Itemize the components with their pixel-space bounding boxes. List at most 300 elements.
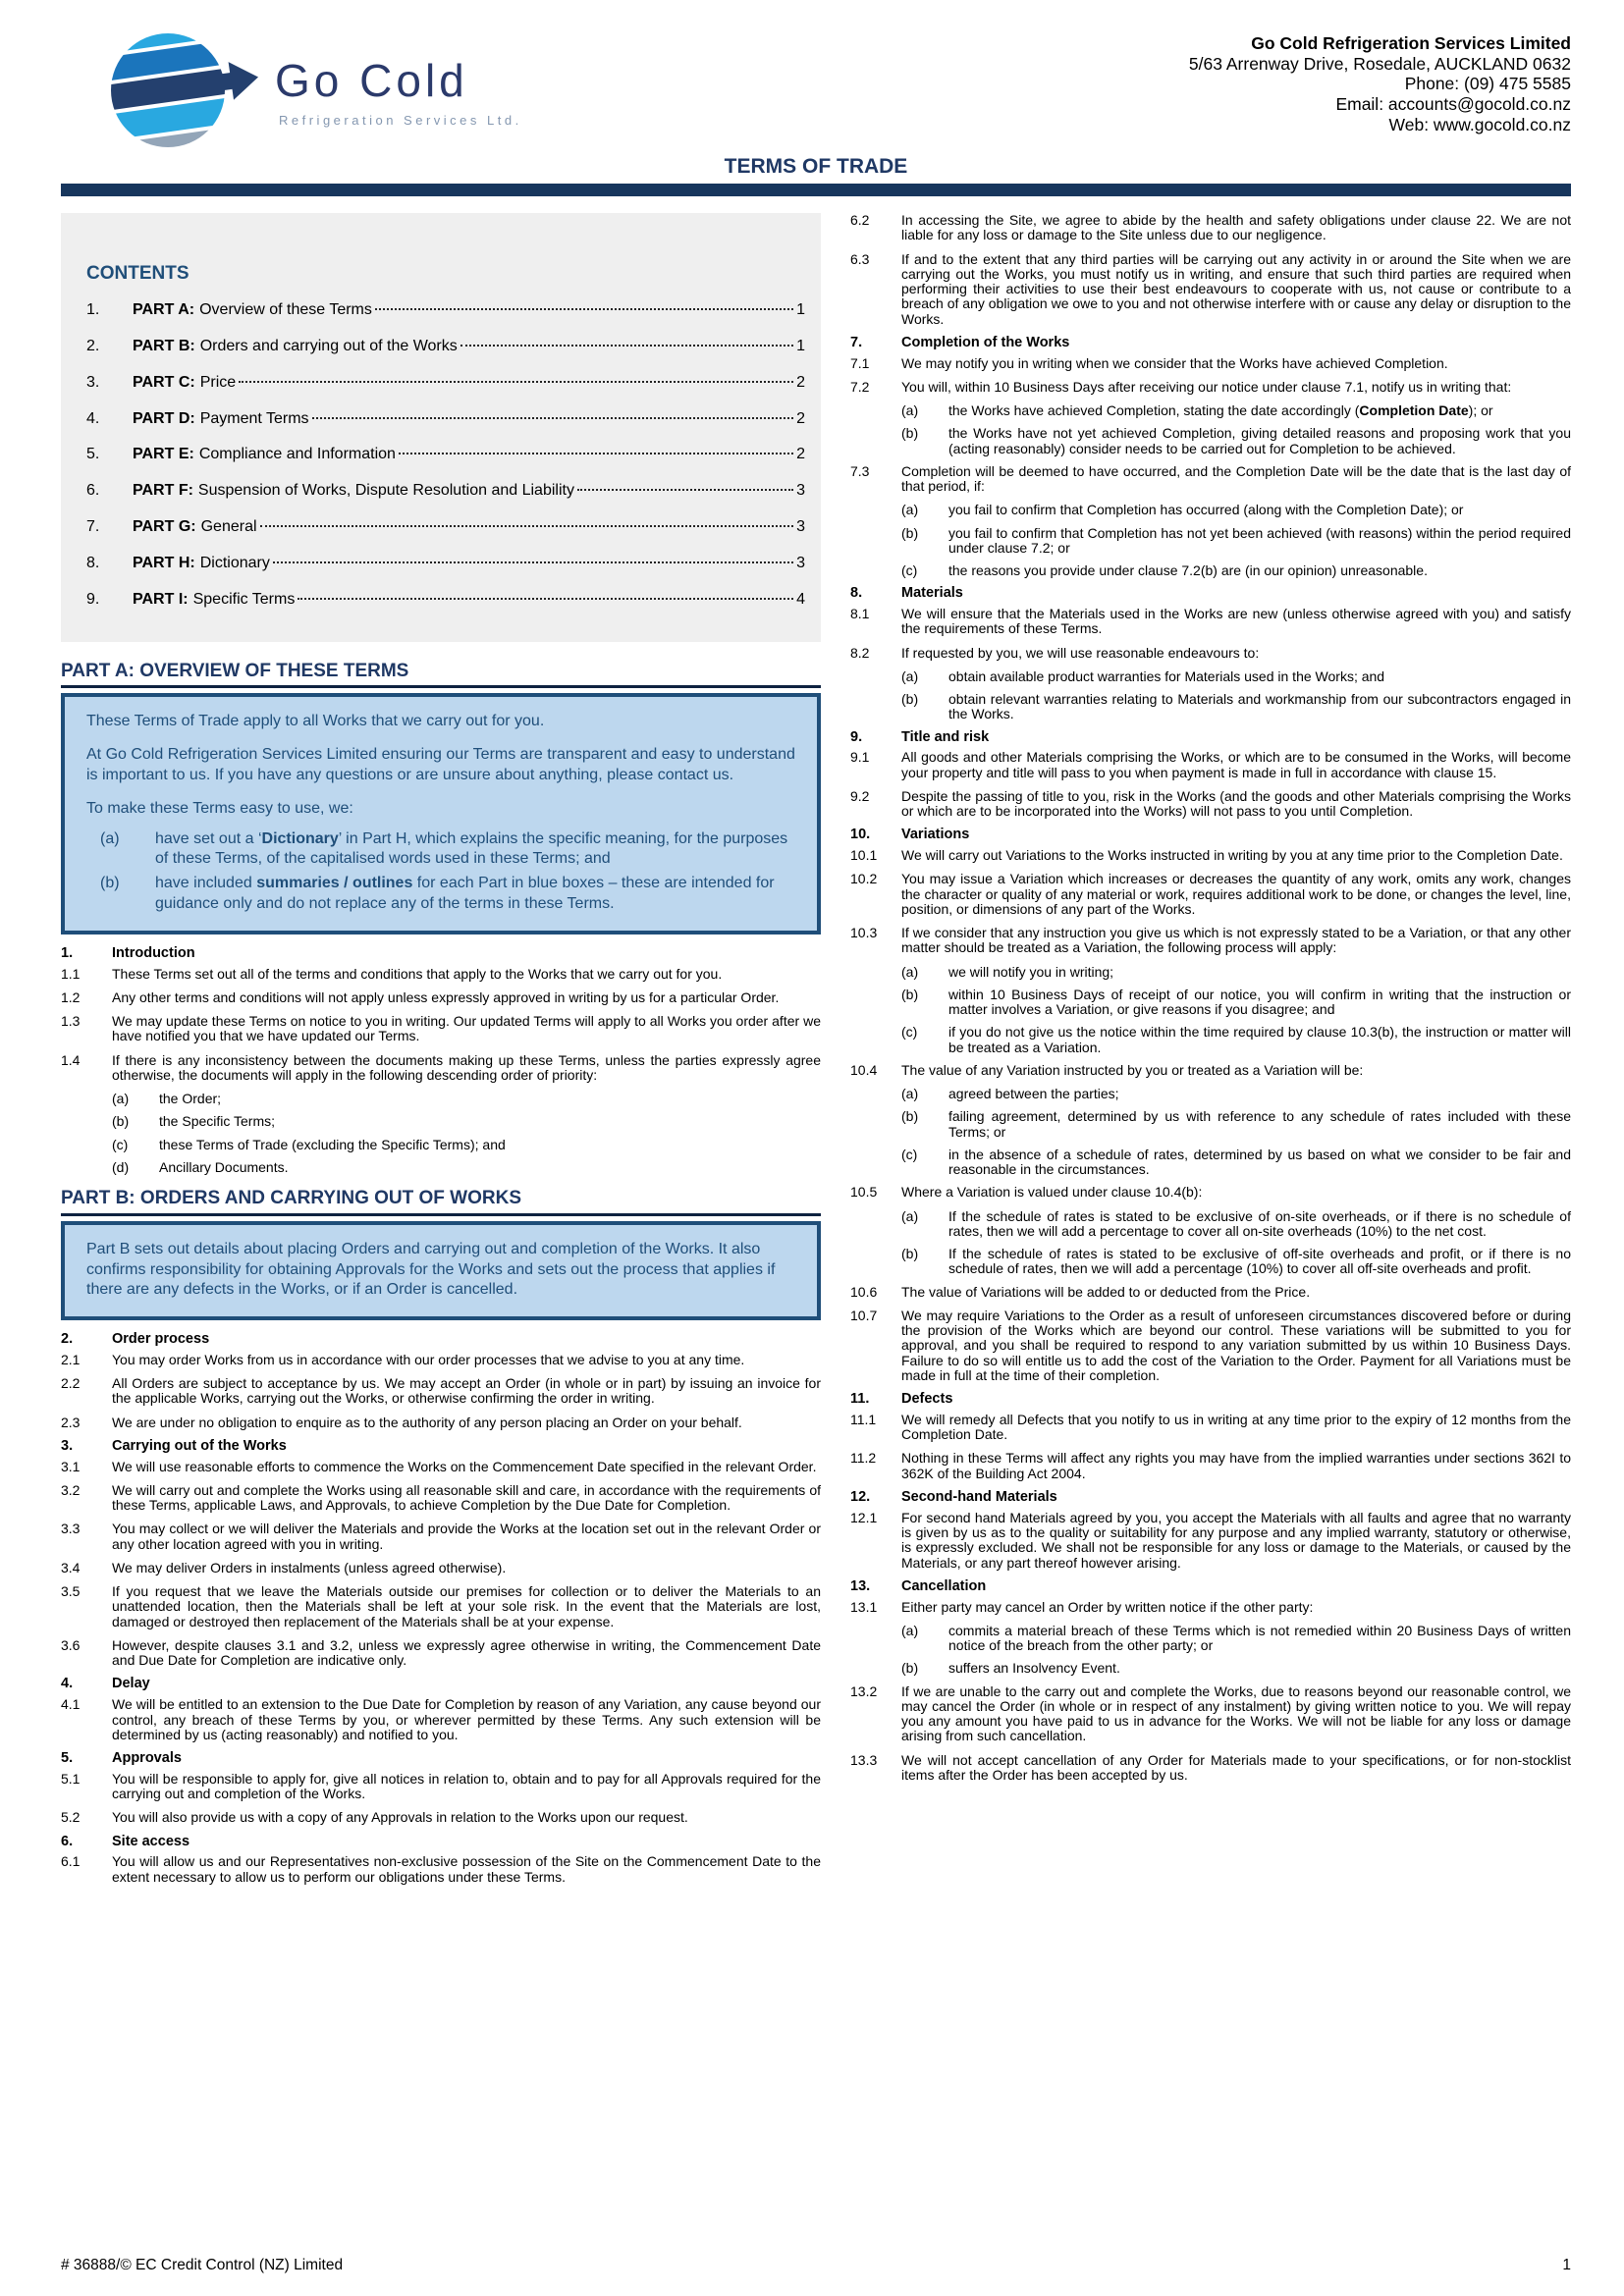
section-title: Introduction <box>112 944 195 961</box>
clause-text: Either party may cancel an Order by written notice if the other party: <box>901 1598 1314 1615</box>
company-email: Email: accounts@gocold.co.nz <box>1335 93 1571 114</box>
subclause-label: (a) <box>901 1207 919 1224</box>
clause-text: In accessing the Site, we agree to abide by the health and safety obligations under clause 22. We are not liable for any loss or damage to the Site unless due to our negligence. <box>901 212 1571 243</box>
company-web: Web: www.gocold.co.nz <box>1388 114 1571 134</box>
summary-list-item <box>86 874 795 915</box>
section-heading <box>61 1677 821 1692</box>
toc-title-text: Overview of these Terms <box>199 300 372 318</box>
clause-text: You may order Works from us in accordance with our order processes that we advise to you at any time. <box>112 1351 745 1367</box>
clause-number: 2.3 <box>61 1414 81 1430</box>
toc-title-text: Suspension of Works, Dispute Resolution and Liability <box>197 482 574 500</box>
subclause-text: obtain relevant warranties relating to Materials and workmanship from our subcontractors engaged in the Works. <box>948 691 1571 722</box>
clause-number: 9.2 <box>850 787 870 804</box>
footer <box>61 2249 1571 2274</box>
clause <box>61 1353 821 1367</box>
logo-tagline: Refrigeration Services Ltd. <box>279 112 522 128</box>
clause-number: 10.1 <box>850 847 878 864</box>
clause-text: Despite the passing of title to you, risk in the Works (and the goods and other Materials comprising the Works or which are to be incorporated into the Works) will not pass to you until Completion. <box>901 787 1571 820</box>
clause-text: We will not accept cancellation of any Order for Materials made to your specifications, or for non-stocklist items after the Order has been accepted by us. <box>901 1751 1571 1783</box>
subclause-label: (a) <box>901 1622 919 1638</box>
subclause-label: (b) <box>901 691 919 708</box>
subclause-text: the Works have not yet achieved Completion, giving detailed reasons and proposing work that you (acting reasonably) consider needs to be carried out for Completion to be achieved. <box>948 425 1571 456</box>
subclause-text: the Specific Terms; <box>159 1113 276 1130</box>
toc-dot-leader <box>577 489 793 491</box>
clause <box>61 1483 821 1514</box>
clause-text: If we are unable to the carry out and complete the Works, due to reasons beyond our reasonable control, we may cancel the Order (in whole or in respect of any instalment) by giving written notice to you. We will repay you any amount you have paid to us in advance for the Works. We will not be liable for any loss or damage arising from such cancellation. <box>901 1682 1571 1744</box>
clause-text: We may update these Terms on notice to you in writing. Our updated Terms will apply to all Works you order after we have notified you that we have updated our Terms. <box>112 1013 821 1044</box>
toc-row <box>86 555 805 571</box>
clause-number: 10.5 <box>850 1184 878 1201</box>
subclause <box>112 1138 821 1152</box>
clause-number: 1.2 <box>61 988 81 1005</box>
toc-row <box>86 518 805 535</box>
clause-text: If requested by you, we will use reasonable endeavours to: <box>901 644 1260 661</box>
section-title: Delay <box>112 1676 150 1692</box>
toc-part-label: PART E: <box>133 446 194 463</box>
summary-list-item <box>86 829 795 871</box>
clause <box>61 1522 821 1552</box>
clause <box>61 1584 821 1629</box>
clause-number: 5.2 <box>61 1809 81 1826</box>
toc-part-label: PART H: <box>133 555 195 572</box>
clause <box>61 1697 821 1742</box>
clause <box>850 1413 1571 1443</box>
summary-item-label: (b) <box>100 875 120 892</box>
clause-number: 6.2 <box>850 212 870 228</box>
subclause-text: If the schedule of rates is stated to be exclusive of on-site overheads, or if there is no schedule of rates, then we will add a percentage to cover all on-site overheads (10%) to the net cost. <box>948 1207 1571 1239</box>
clause-number: 1.3 <box>61 1013 81 1030</box>
subclause-text: in the absence of a schedule of rates, determined by us based on what we consider to be fair and reasonable in the circumstances. <box>948 1146 1571 1178</box>
subclause <box>901 1087 1571 1101</box>
section-title: Title and risk <box>901 728 990 745</box>
clause-number: 10.4 <box>850 1061 878 1078</box>
clause <box>61 1053 821 1084</box>
subclause-label: (c) <box>901 1024 918 1041</box>
document-title: TERMS OF TRADE <box>724 155 908 178</box>
clause-text: The value of any Variation instructed by you or treated as a Variation will be: <box>901 1061 1364 1078</box>
clause-number: 13.2 <box>850 1682 878 1699</box>
subclause-label: (b) <box>901 524 919 541</box>
clause-number: 13.3 <box>850 1751 878 1768</box>
subclause-text: the Order; <box>159 1091 222 1107</box>
section-title: Completion of the Works <box>901 334 1070 350</box>
footer-reference: # 36888/© EC Credit Control (NZ) Limited <box>61 2257 344 2273</box>
section-number: 10. <box>850 827 871 843</box>
toc-title-text: Price <box>199 373 237 391</box>
clause-number: 8.1 <box>850 606 870 622</box>
clause-number: 10.3 <box>850 925 878 941</box>
section-title: Order process <box>112 1331 210 1348</box>
clause <box>850 1600 1571 1615</box>
section-number: 13. <box>850 1577 871 1594</box>
section-heading <box>850 828 1571 843</box>
toc-number: 4. <box>86 409 100 427</box>
subclause-label: (b) <box>901 1108 919 1125</box>
clause-number: 5.1 <box>61 1770 81 1787</box>
subclause-text: you fail to confirm that Completion has occurred (along with the Completion Date); or <box>948 502 1464 518</box>
subclause-label: (a) <box>901 963 919 980</box>
subclause-text: suffers an Insolvency Event. <box>948 1660 1120 1677</box>
toc-part-label: PART I: <box>133 591 189 609</box>
clause <box>850 1684 1571 1744</box>
section-heading <box>850 586 1571 602</box>
subclause <box>901 563 1571 578</box>
toc-page-number: 2 <box>796 446 805 463</box>
globe-arrow-icon <box>84 29 261 151</box>
toc-number: 2. <box>86 337 100 354</box>
toc-page-number: 3 <box>796 482 805 500</box>
summary-box <box>61 693 821 934</box>
toc-page-number: 1 <box>796 300 805 318</box>
part-heading: PART A: OVERVIEW OF THESE TERMS <box>61 662 821 689</box>
subclause-text: the Works have achieved Completion, stating the date accordingly (Completion Date); or <box>948 402 1493 419</box>
toc-page-number: 3 <box>796 518 805 536</box>
clause <box>61 1810 821 1825</box>
summary-item-text: have included summaries / outlines for each Part in blue boxes – these are intended for guidance only and do not replace any of the terms in these Terms. <box>155 875 775 912</box>
summary-paragraph: Part B sets out details about placing Orders and carrying out and completion of the Works. It also confirms responsibility for obtaining Approvals for the Works and sets out the process that applies if there are any defects in the Works, or if an Order is cancelled. <box>86 1240 776 1299</box>
two-column-body <box>61 213 1571 2249</box>
toc-title-text: Orders and carrying out of the Works <box>199 337 458 354</box>
subclause <box>901 1247 1571 1277</box>
clause-text: We may notify you in writing when we consider that the Works have achieved Completion. <box>901 354 1448 371</box>
section-title: Materials <box>901 585 963 602</box>
clause-number: 11.2 <box>850 1450 877 1467</box>
clause-text: We will remedy all Defects that you notify to us in writing at any time prior to the expiry of 12 months from the Completion Date. <box>901 1411 1571 1443</box>
summary-item-text: have set out a ‘Dictionary’ in Part H, which explains the specific meaning, for the purposes of these Terms, of the capitalised words used in these Terms; and <box>155 829 788 868</box>
toc-number: 5. <box>86 446 100 463</box>
clause <box>850 356 1571 371</box>
subclause <box>901 965 1571 980</box>
clause-text: You will be responsible to apply for, give all notices in relation to, obtain and to pay for all Approvals required for the carrying out and completion of the Works. <box>112 1770 821 1802</box>
section-heading <box>850 336 1571 351</box>
clause-text: If there is any inconsistency between the documents making up these Terms, unless the parties expressly agree otherwise, the documents will apply in the following descending order of priority: <box>112 1051 821 1083</box>
logo-brand: Go Cold <box>275 54 468 106</box>
company-name: Go Cold Refrigeration Services Limited <box>1251 33 1571 53</box>
clause-text: All goods and other Materials comprising the Works, or which are to be consumed in the Works, will become your property and title will pass to you when payment is made in full in accordance with clause 15. <box>901 749 1571 780</box>
clause-number: 12.1 <box>850 1509 878 1525</box>
clause <box>850 750 1571 780</box>
summary-item-label: (a) <box>100 829 120 847</box>
subclause-label: (b) <box>112 1113 130 1130</box>
toc-page-number: 2 <box>796 409 805 427</box>
clause <box>850 1451 1571 1481</box>
subclause <box>901 526 1571 557</box>
company-phone: Phone: (09) 475 5585 <box>1404 74 1571 94</box>
subclause <box>112 1114 821 1129</box>
subclause-text: we will notify you in writing; <box>948 963 1114 980</box>
toc-title-text: Payment Terms <box>199 409 309 427</box>
clause <box>850 1753 1571 1784</box>
clause-number: 1.1 <box>61 965 81 982</box>
subclause <box>901 692 1571 722</box>
subclause-label: (d) <box>112 1158 130 1175</box>
subclause <box>901 1209 1571 1240</box>
page-number: 1 <box>1562 2257 1571 2273</box>
toc-dot-leader <box>312 417 794 419</box>
clause-text: For second hand Materials agreed by you, you accept the Materials with all faults and agree that no warranty is given by us as to the quality or suitability for any purpose and any implied warranty, statutory or otherwise, is expressly excluded. We shall not be responsible for any loss or damage to the Materials, or caused by the Materials, or any part thereof however arising. <box>901 1509 1571 1571</box>
part-heading: PART B: ORDERS AND CARRYING OUT OF WORKS <box>61 1189 821 1216</box>
clause-number: 8.2 <box>850 644 870 661</box>
clause-text: You may collect or we will deliver the Materials and provide the Works at the location set out in the relevant Order or any other location agreed with you in writing. <box>112 1521 821 1552</box>
clause-text: Nothing in these Terms will affect any rights you may have from the implied warranties under sections 362I to 362K of the Building Act 2004. <box>901 1450 1571 1481</box>
subclause-text: If the schedule of rates is stated to be exclusive of off-site overheads and profit, or if there is no schedule of rates, then we will add a percentage (10%) to cover all off-site overheads and profit. <box>948 1246 1571 1277</box>
section-heading <box>850 1392 1571 1408</box>
section-title: Defects <box>901 1391 953 1408</box>
clause-text: However, despite clauses 3.1 and 3.2, unless we expressly agree otherwise in writing, the Commencement Date and Due Date for Completion are indicative only. <box>112 1636 821 1669</box>
toc-row <box>86 301 805 318</box>
clause-text: You will also provide us with a copy of any Approvals in relation to the Works upon our request. <box>112 1809 688 1826</box>
toc-part-label: PART D: <box>133 409 195 427</box>
section-heading <box>61 1332 821 1348</box>
section-number: 11. <box>850 1391 870 1408</box>
section-number: 6. <box>61 1833 74 1849</box>
toc-number: 7. <box>86 518 100 536</box>
clause-text: Any other terms and conditions will not apply unless expressly approved in writing by us for a particular Order. <box>112 988 780 1005</box>
left-column <box>61 213 821 1894</box>
toc-number: 8. <box>86 555 100 572</box>
subclause <box>901 1624 1571 1654</box>
summary-paragraph: At Go Cold Refrigeration Services Limited ensuring our Terms are transparent and easy to understand is important to us. If you have any questions or are unsure about anything, please contact us. <box>86 746 795 783</box>
toc-number: 6. <box>86 482 100 500</box>
clause-text: We may deliver Orders in instalments (unless agreed otherwise). <box>112 1559 507 1575</box>
clause-text: You will, within 10 Business Days after receiving our notice under clause 7.1, notify us in writing that: <box>901 378 1512 395</box>
clause-number: 3.2 <box>61 1481 81 1498</box>
clause <box>850 380 1571 395</box>
subclause-text: failing agreement, determined by us with reference to any schedule of rates included with these Terms; or <box>948 1108 1571 1140</box>
subclause <box>112 1092 821 1106</box>
section-number: 3. <box>61 1437 74 1454</box>
subclause-label: (c) <box>112 1136 129 1152</box>
clause <box>850 872 1571 917</box>
toc-page-number: 2 <box>796 373 805 391</box>
toc-number: 1. <box>86 300 100 318</box>
clause-number: 10.2 <box>850 871 878 887</box>
clause-number: 2.2 <box>61 1375 81 1392</box>
toc-title-text: General <box>200 518 257 536</box>
subclause-text: these Terms of Trade (excluding the Specific Terms); and <box>159 1136 506 1152</box>
clause-text: We are under no obligation to enquire as to the authority of any person placing an Order on your behalf. <box>112 1414 742 1430</box>
subclause-text: within 10 Business Days of receipt of our notice, you will confirm in writing that the instruction or matter involves a Variation, or give reasons if you disagree; and <box>948 986 1571 1018</box>
toc-title-text: Dictionary <box>199 555 270 572</box>
section-heading <box>61 1751 821 1767</box>
subclause <box>901 426 1571 456</box>
clause <box>850 1063 1571 1078</box>
clause <box>61 1854 821 1885</box>
clause-number: 1.4 <box>61 1051 81 1068</box>
subclause-label: (b) <box>901 1246 919 1262</box>
toc-dot-leader <box>273 561 793 563</box>
toc-dot-leader <box>460 345 793 347</box>
clause-number: 10.6 <box>850 1283 878 1300</box>
contents-box <box>61 213 821 642</box>
clause-number: 7.1 <box>850 354 870 371</box>
subclause-text: obtain available product warranties for Materials used in the Works; and <box>948 667 1385 684</box>
clause-text: We will use reasonable efforts to commence the Works on the Commencement Date specified in the relevant Order. <box>112 1458 817 1474</box>
section-title: Cancellation <box>901 1577 987 1594</box>
subclause <box>901 1025 1571 1055</box>
clause-number: 7.3 <box>850 462 870 479</box>
clause-text: We will be entitled to an extension to the Due Date for Completion by reason of any Variation, any cause beyond our control, any breach of these Terms by you, or wherever permitted by these Terms. Any such extension will be determined by us (acting reasonably) and notified to you. <box>112 1696 821 1742</box>
section-number: 2. <box>61 1331 74 1348</box>
toc-row <box>86 446 805 462</box>
company-logo <box>61 29 522 151</box>
clause-number: 9.1 <box>850 749 870 766</box>
toc-number: 3. <box>86 373 100 391</box>
subclause <box>112 1160 821 1175</box>
summary-paragraph: To make these Terms easy to use, we: <box>86 799 353 817</box>
clause <box>61 990 821 1005</box>
subclause-label: (b) <box>901 1660 919 1677</box>
section-heading <box>850 1490 1571 1506</box>
section-number: 7. <box>850 334 863 350</box>
toc-dot-leader <box>260 525 794 527</box>
clause-number: 3.1 <box>61 1458 81 1474</box>
clause <box>850 607 1571 637</box>
section-number: 9. <box>850 728 863 745</box>
clause-number: 3.3 <box>61 1521 81 1537</box>
clause-text: We may require Variations to the Order as a result of unforeseen circumstances discovered before or during the provision of the Works which are beyond our control. These variations will be submitted to you for approval, and you shall be required to respond to any variation submitted by us within 10 Business Days. Failure to do so will entitle us to add the cost of the Variation to the Order. Payment for all Variations must be made in full at the time of their completion. <box>901 1307 1571 1383</box>
clause-text: If you request that we leave the Materials outside our premises for collection or to deliver the Materials to an unattended location, then the Materials shall be left at your sole risk. In the event that the Materials are lost, damaged or destroyed then replacement of the Materials shall be at your expense. <box>112 1583 821 1629</box>
toc-page-number: 4 <box>796 591 805 609</box>
toc-part-label: PART B: <box>133 337 195 354</box>
clause-text: The value of Variations will be added to or deducted from the Price. <box>901 1283 1311 1300</box>
toc-row <box>86 591 805 608</box>
subclause <box>901 503 1571 517</box>
clause-text: These Terms set out all of the terms and conditions that apply to the Works that we carry out for you. <box>112 965 723 982</box>
clause-text: If and to the extent that any third parties will be carrying out any activity in or around the Site when we are carrying out the Works, you must notify us in writing, and ensure that such third parties are required when performing their activities to use their best endeavours to cooperate with us, not cause or contribute to a breach of any obligation we owe to you and not otherwise interfere with or cause any delay or disruption to the Works. <box>901 250 1571 327</box>
subclause <box>901 403 1571 418</box>
section-heading <box>61 1835 821 1850</box>
clause <box>61 1376 821 1407</box>
toc-row <box>86 410 805 427</box>
toc-dot-leader <box>399 453 793 454</box>
toc-page-number: 3 <box>796 555 805 572</box>
clause <box>850 1285 1571 1300</box>
subclause-label: (a) <box>112 1091 130 1107</box>
clause-number: 6.3 <box>850 250 870 267</box>
clause-number: 3.6 <box>61 1636 81 1653</box>
clause-number: 3.5 <box>61 1583 81 1600</box>
section-heading <box>850 730 1571 746</box>
section-heading <box>61 946 821 962</box>
subclause <box>901 669 1571 684</box>
clause-number: 2.1 <box>61 1351 81 1367</box>
subclause-label: (a) <box>901 1086 919 1102</box>
clause-text: We will carry out Variations to the Works instructed in writing by you at any time prior to the Completion Date. <box>901 847 1563 864</box>
title-divider-bar <box>61 184 1571 196</box>
subclause-text: commits a material breach of these Terms which is not remedied within 20 Business Days of written notice of the breach from the other party; or <box>948 1622 1571 1654</box>
subclause-label: (b) <box>901 986 919 1002</box>
toc-page-number: 1 <box>796 337 805 354</box>
subclause-label: (c) <box>901 1146 918 1162</box>
toc-title-text: Specific Terms <box>192 591 296 609</box>
toc-number: 9. <box>86 591 100 609</box>
clause-text: You will allow us and our Representatives non-exclusive possession of the Site on the Commencement Date to the extent necessary to allow us to perform our obligations under these Terms. <box>112 1853 821 1885</box>
section-number: 4. <box>61 1676 74 1692</box>
left-column-blocks <box>61 662 821 1885</box>
clause <box>850 464 1571 495</box>
section-number: 1. <box>61 944 74 961</box>
toc-row <box>86 482 805 499</box>
subclause <box>901 988 1571 1018</box>
toc-dot-leader <box>239 381 793 383</box>
company-address: 5/63 Arrenway Drive, Rosedale, AUCKLAND 0632 <box>1188 53 1571 74</box>
section-title: Second-hand Materials <box>901 1488 1057 1505</box>
clause <box>61 1561 821 1575</box>
section-heading <box>61 1439 821 1455</box>
clause <box>850 1511 1571 1571</box>
clause <box>850 646 1571 661</box>
subclause-text: Ancillary Documents. <box>159 1158 289 1175</box>
toc-dot-leader <box>375 308 793 310</box>
subclause-text: if you do not give us the notice within the time required by clause 10.3(b), the instruction or matter will be treated as a Variation. <box>948 1024 1571 1055</box>
contents-rows <box>86 301 805 609</box>
toc-part-label: PART G: <box>133 518 196 536</box>
subclause-label: (a) <box>901 402 919 419</box>
clause-text: Completion will be deemed to have occurred, and the Completion Date will be the date that is the last day of that period, if: <box>901 462 1571 495</box>
clause-number: 11.1 <box>850 1411 877 1427</box>
logo-text <box>275 54 522 128</box>
clause <box>61 1415 821 1430</box>
clause <box>850 789 1571 820</box>
section-title: Approvals <box>112 1750 182 1766</box>
subclause-label: (c) <box>901 562 918 579</box>
clause <box>61 1014 821 1044</box>
clause-number: 10.7 <box>850 1307 878 1323</box>
section-number: 12. <box>850 1488 871 1505</box>
summary-box <box>61 1221 821 1320</box>
clause-number: 3.4 <box>61 1559 81 1575</box>
clause-number: 4.1 <box>61 1696 81 1713</box>
clause <box>61 1460 821 1474</box>
toc-part-label: PART F: <box>133 482 193 500</box>
section-number: 8. <box>850 585 863 602</box>
section-title: Variations <box>901 827 970 843</box>
right-column <box>850 213 1571 1791</box>
clause-text: You may issue a Variation which increases or decreases the quantity of any work, omits any work, changes the character or quality of any material or work, requires additional work to be done, or changes the level, line, position, or dimensions of any part of the Works. <box>901 871 1571 917</box>
subclause-label: (b) <box>901 425 919 442</box>
clause-number: 6.1 <box>61 1853 81 1870</box>
company-info <box>1189 29 1571 134</box>
subclause-label: (a) <box>901 502 919 518</box>
clause <box>850 213 1571 243</box>
clause-number: 7.2 <box>850 378 870 395</box>
toc-part-label: PART C: <box>133 373 195 391</box>
subclause <box>901 1109 1571 1140</box>
clause <box>850 252 1571 327</box>
subclause-text: you fail to confirm that Completion has not yet been achieved (with reasons) within the period required under clause 7.2; or <box>948 524 1571 556</box>
section-title: Site access <box>112 1833 190 1849</box>
header <box>61 29 1571 151</box>
clause-text: If we consider that any instruction you give us which is not expressly stated to be a Variation, or that any other matter should be treated as a Variation, the following process will apply: <box>901 925 1571 956</box>
subclause <box>901 1148 1571 1178</box>
toc-row <box>86 338 805 354</box>
clause <box>61 967 821 982</box>
clause <box>850 1185 1571 1200</box>
section-number: 5. <box>61 1750 74 1766</box>
toc-title-text: Compliance and Information <box>198 446 396 463</box>
section-heading <box>850 1579 1571 1595</box>
clause <box>850 848 1571 863</box>
summary-paragraph: These Terms of Trade apply to all Works that we carry out for you. <box>86 713 545 730</box>
toc-part-label: PART A: <box>133 300 195 318</box>
clause <box>61 1772 821 1802</box>
contents-title: CONTENTS <box>86 263 189 284</box>
subclause <box>901 1661 1571 1676</box>
clause-text: We will ensure that the Materials used in the Works are new (unless otherwise agreed with you) and satisfy the requirements of these Terms. <box>901 606 1571 637</box>
clause <box>850 1308 1571 1383</box>
toc-row <box>86 374 805 391</box>
